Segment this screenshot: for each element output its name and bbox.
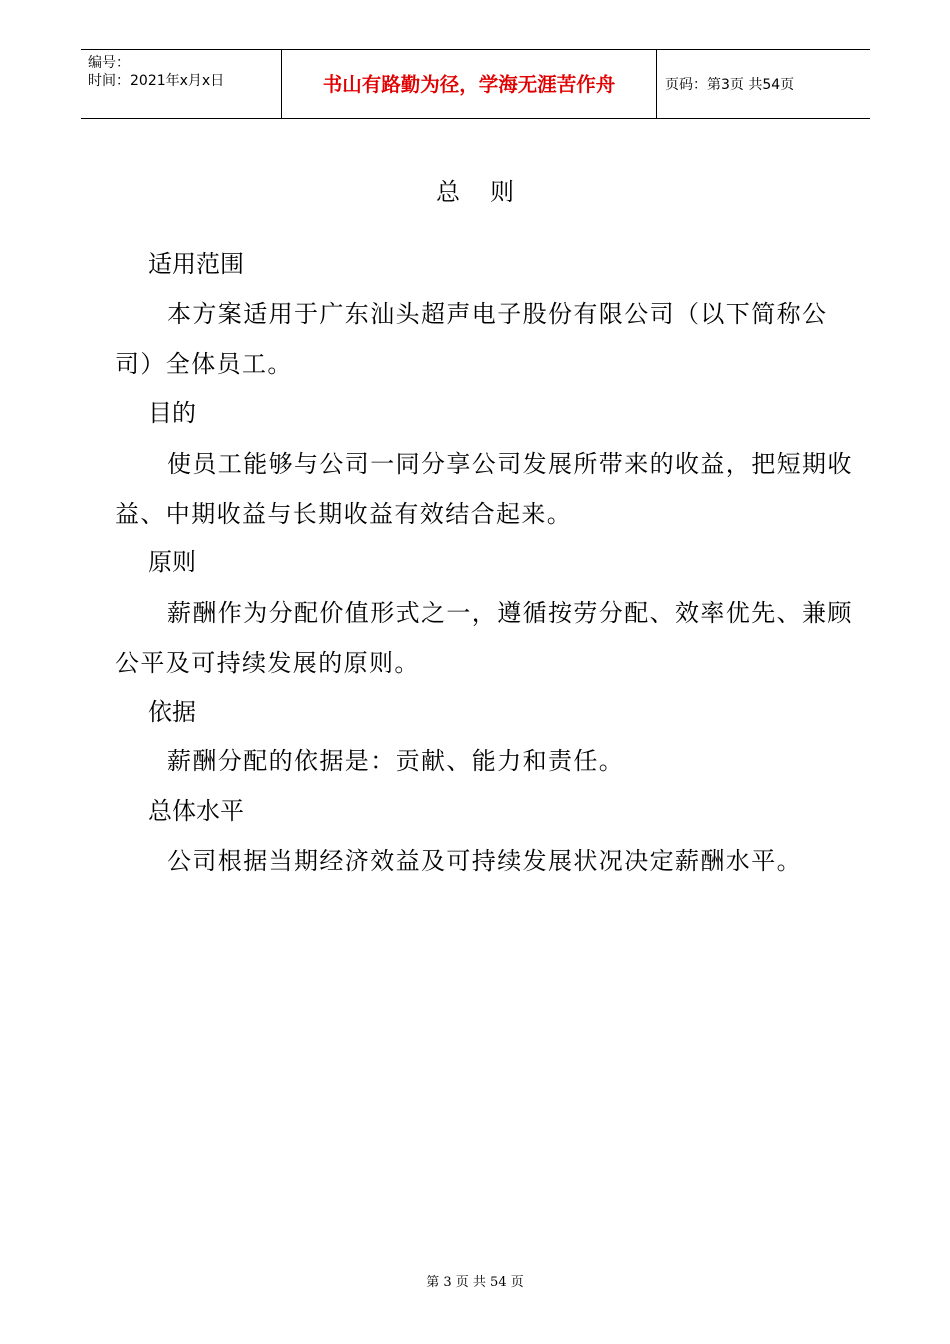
motto-text: 书山有路勤为径，学海无涯苦作舟 <box>322 73 616 96</box>
page-footer: 第 3 页 共 54 页 <box>426 1275 524 1290</box>
section-body-overall-level: 公司根据当期经济效益及可持续发展状况决定薪酬水平。 <box>167 847 802 875</box>
section-heading-purpose: 目的 <box>148 399 196 427</box>
header-meta-cell <box>81 50 281 118</box>
header-motto-cell <box>281 50 657 118</box>
section-heading-basis: 依据 <box>148 698 196 726</box>
section-heading-overall-level: 总体水平 <box>148 797 244 825</box>
page-header <box>81 49 870 119</box>
section-body-principle: 薪酬作为分配价值形式之一，遵循按劳分配、效率优先、兼顾公平及可持续发展的原则。 <box>115 599 853 677</box>
section-body-purpose: 使员工能够与公司一同分享公司发展所带来的收益，把短期收益、中期收益与长期收益有效结合起来。 <box>115 450 853 528</box>
header-page-cell <box>656 50 870 118</box>
section-body-scope: 本方案适用于广东汕头超声电子股份有限公司（以下简称公司）全体员工。 <box>115 300 828 378</box>
section-heading-scope: 适用范围 <box>148 250 244 278</box>
document-date: 时间：2021年x月x日 <box>88 73 225 89</box>
page-title: 总则 <box>436 178 544 206</box>
document-number-label: 编号： <box>88 55 130 71</box>
header-page-number: 页码：第3页 共54页 <box>665 77 795 93</box>
section-heading-principle: 原则 <box>148 548 196 576</box>
section-body-basis: 薪酬分配的依据是：贡献、能力和责任。 <box>167 747 625 775</box>
